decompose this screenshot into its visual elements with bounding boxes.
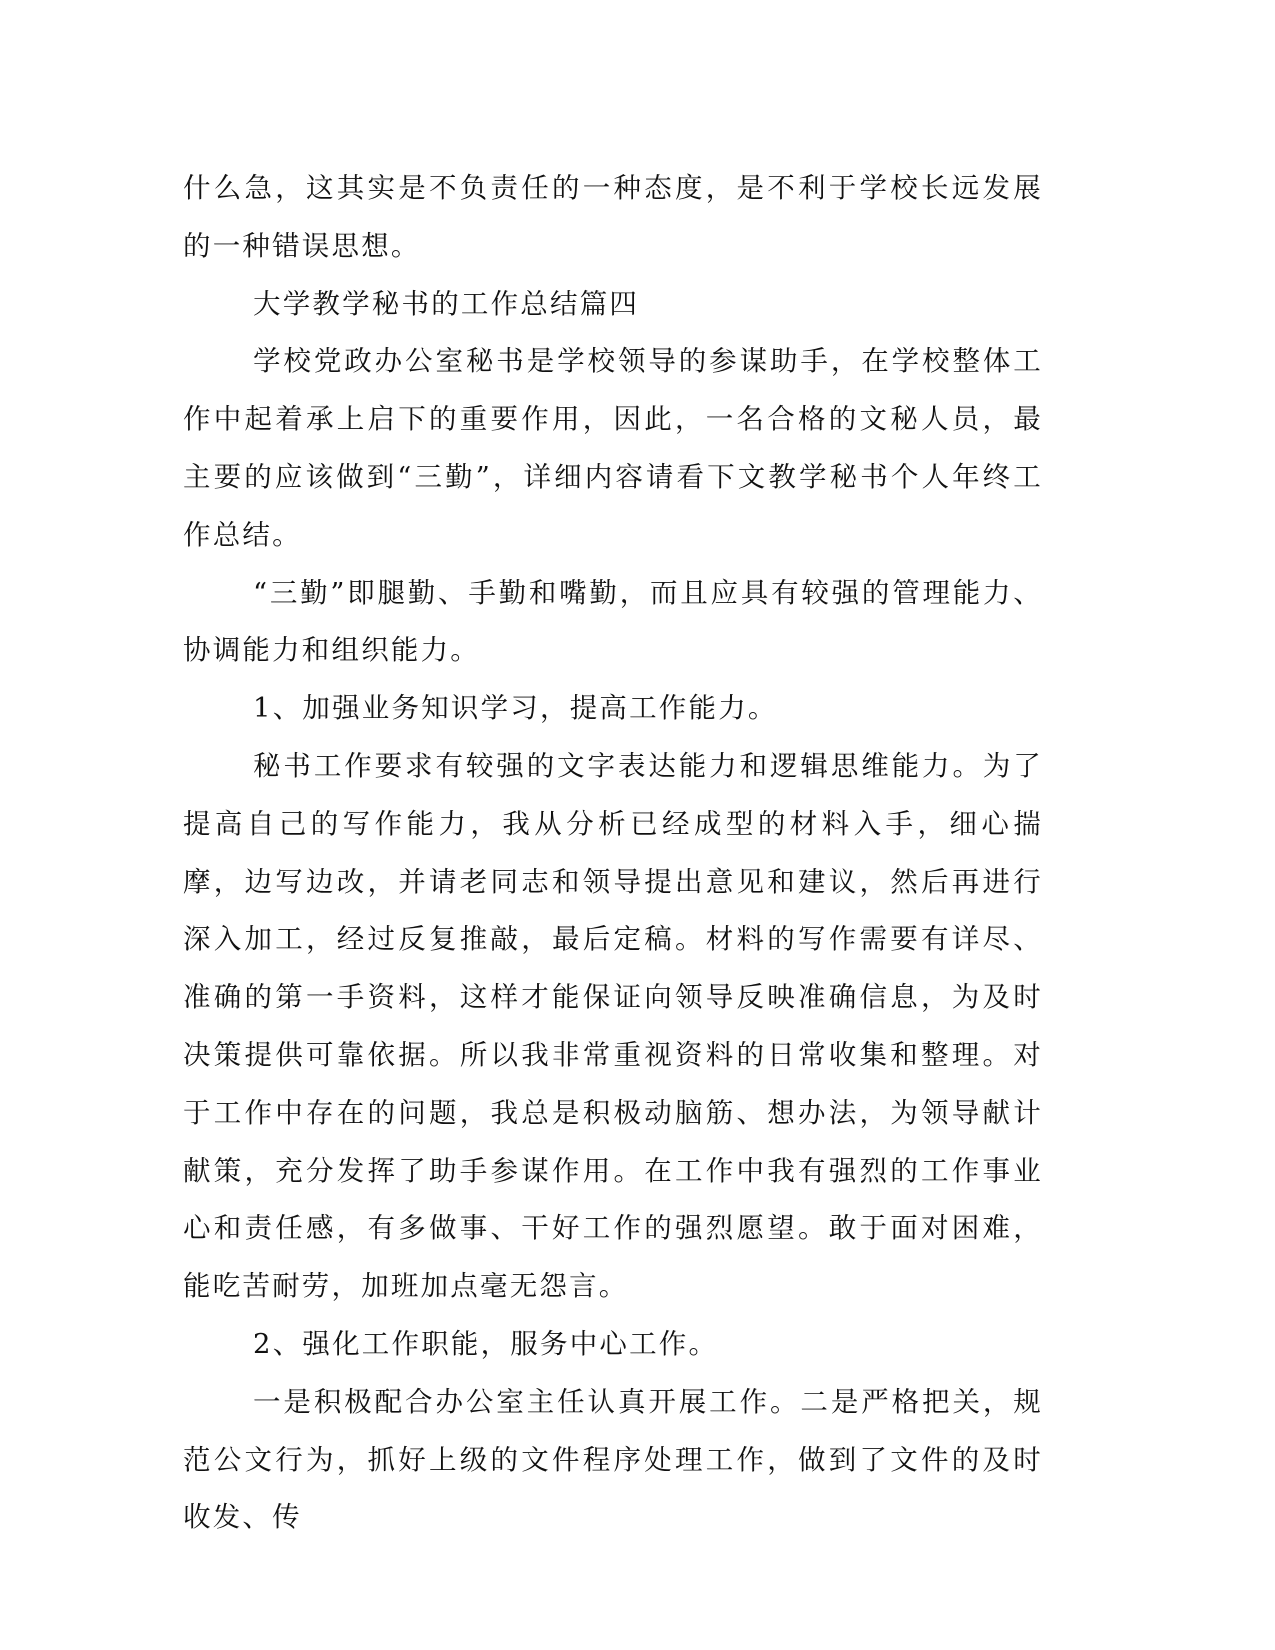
list-item-2-heading: 2、强化工作职能，服务中心工作。 — [253, 1327, 719, 1360]
paragraph-three-diligences: “三勤”即腿勤、手勤和嘴勤，而且应具有较强的管理能力、协调能力和组织能力。 — [183, 576, 1043, 667]
paragraph-office-work: 一是积极配合办公室主任认真开展工作。二是严格把关，规范公文行为，抓好上级的文件程序处理工作，做到了文件的及时收发、传 — [183, 1385, 1043, 1534]
paragraph-continuation: 什么急，这其实是不负责任的一种态度，是不利于学校长远发展的一种错误思想。 — [183, 172, 1043, 262]
list-item-1-heading: 1、加强业务知识学习，提高工作能力。 — [253, 692, 778, 725]
document-body — [183, 160, 1043, 1547]
section-heading: 大学教学秘书的工作总结篇四 — [253, 287, 640, 320]
paragraph-intro: 学校党政办公室秘书是学校领导的参谋助手，在学校整体工作中起着承上启下的重要作用，因此，一名合格的文秘人员，最主要的应该做到“三勤”，详细内容请看下文教学秘书个人年终工作总结。 — [183, 345, 1043, 551]
paragraph-writing-ability: 秘书工作要求有较强的文字表达能力和逻辑思维能力。为了提高自己的写作能力，我从分析已经成型的材料入手，细心揣摩，边写边改，并请老同志和领导提出意见和建议，然后再进行深入加工，经过反复推敲，最后定稿。材料的写作需要有详尽、准确的第一手资料，这样才能保证向领导反映准确信息，为及时决策提供可靠依据。所以我非常重视资料的日常收集和整理。对于工作中存在的问题，我总是积极动脑筋、想办法，为领导献计献策，充分发挥了助手参谋作用。在工作中我有强烈的工作事业心和责任感，有多做事、干好工作的强烈愿望。敢于面对困难，能吃苦耐劳，加班加点毫无怨言。 — [183, 749, 1043, 1303]
